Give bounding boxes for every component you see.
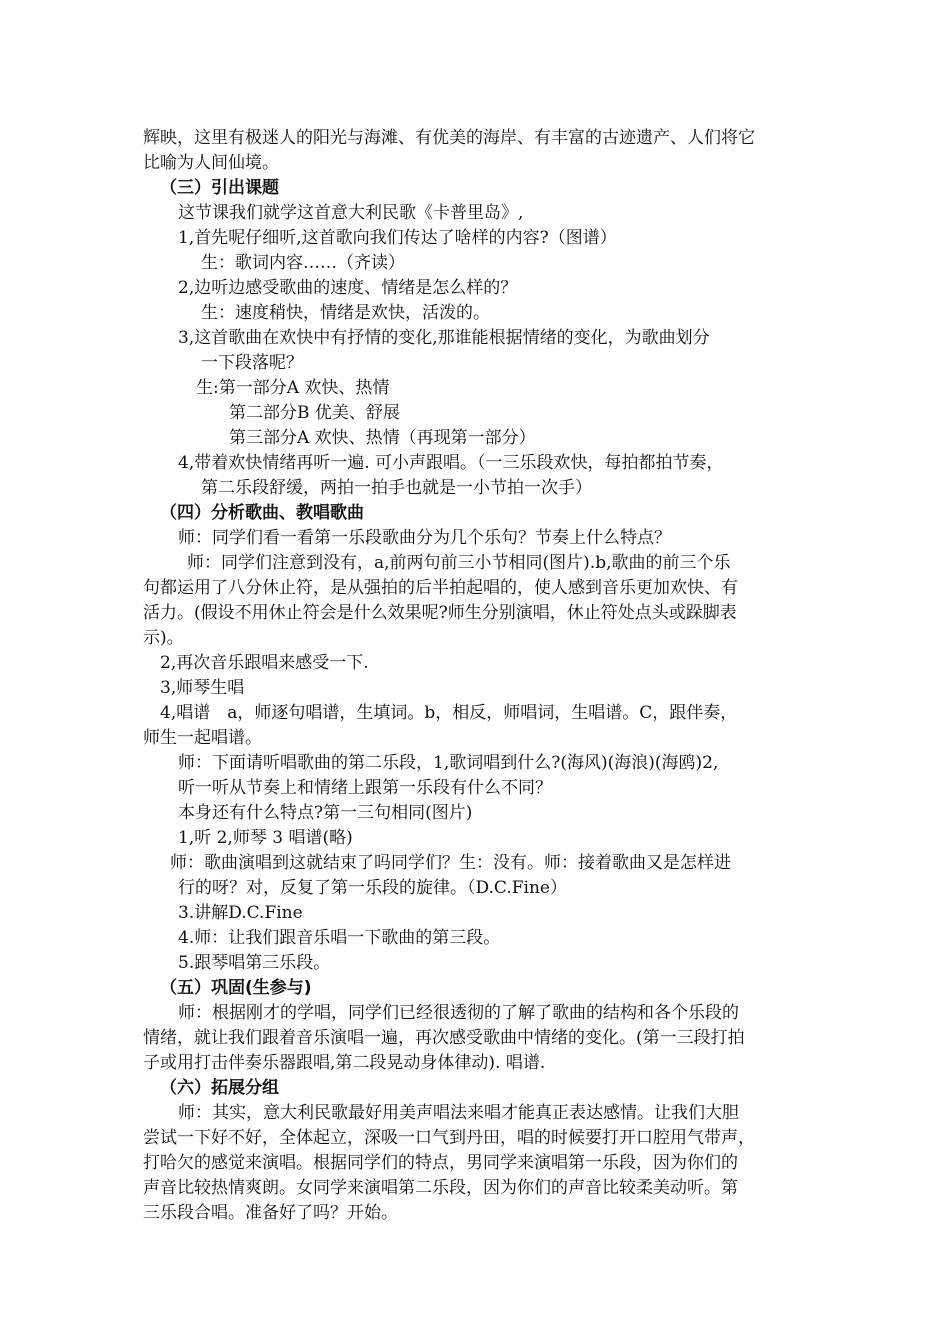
paragraph-line: 师：歌曲演唱到这就结束了吗同学们？生：没有。师：接着歌曲又是怎样进 (170, 853, 731, 873)
paragraph-line: 示)。 (143, 628, 184, 648)
paragraph-line: 3,师琴生唱 (160, 678, 245, 698)
section-heading: （五）巩固(生参与) (160, 978, 312, 998)
section-heading: （六）拓展分组 (160, 1078, 279, 1098)
paragraph-line: 师：根据刚才的学唱，同学们已经很透彻的了解了歌曲的结构和各个乐段的 (178, 1003, 739, 1023)
paragraph-line: 师：同学们注意到没有，a,前两句前三小节相同(图片).b,歌曲的前三个乐 (187, 553, 731, 573)
paragraph-line: 听一听从节奏上和情绪上跟第一乐段有什么不同？ (178, 778, 552, 798)
section-heading: （四）分析歌曲、教唱歌曲 (160, 503, 364, 523)
paragraph-line: 2,边听边感受歌曲的速度、情绪是怎么样的？ (178, 278, 518, 298)
paragraph-line: 一下段落呢？ (201, 353, 303, 373)
paragraph-line: 第二乐段舒缓，两拍一拍手也就是一小节拍一次手） (201, 478, 592, 498)
paragraph-line: 师：下面请听唱歌曲的第二乐段，1,歌词唱到什么?(海风)(海浪)(海鸥)2, (178, 753, 719, 773)
paragraph-line: 3,这首歌曲在欢快中有抒情的变化,那谁能根据情绪的变化，为歌曲划分 (178, 328, 710, 348)
paragraph-line: 声音比较热情爽朗。女同学来演唱第二乐段，因为你们的声音比较柔美动听。第 (143, 1178, 738, 1198)
section-heading: （三）引出课题 (160, 178, 279, 198)
paragraph-line: 1,首先呢仔细听,这首歌向我们传达了啥样的内容?（图谱） (178, 228, 617, 248)
paragraph-line: 打哈欠的感觉来演唱。根据同学们的特点，男同学来演唱第一乐段，因为你们的 (143, 1153, 738, 1173)
paragraph-line: 三乐段合唱。准备好了吗？开始。 (143, 1203, 398, 1223)
paragraph-line: 比喻为人间仙境。 (143, 153, 279, 173)
paragraph-line: 师：同学们看一看第一乐段歌曲分为几个乐句？节奏上什么特点？ (178, 528, 671, 548)
paragraph-line: 4.师：让我们跟音乐唱一下歌曲的第三段。 (178, 928, 501, 948)
paragraph-line: 4,带着欢快情绪再听一遍. 可小声跟唱。（一三乐段欢快，每拍都拍节奏， (178, 453, 724, 473)
paragraph-line: 第三部分A 欢快、热情（再现第一部分） (229, 428, 536, 448)
paragraph-line: 行的呀？对，反复了第一乐段的旋律。（D.C.Fine） (178, 878, 567, 898)
paragraph-line: 3.讲解D.C.Fine (178, 903, 303, 923)
paragraph-line: 句都运用了八分休止符，是从强拍的后半拍起唱的，使人感到音乐更加欢快、有 (143, 578, 738, 598)
paragraph-line: 活力。(假设不用休止符会是什么效果呢?师生分别演唱，休止符处点头或跺脚表 (143, 603, 737, 623)
paragraph-line: 2,再次音乐跟唱来感受一下. (160, 653, 369, 673)
paragraph-line: 生：速度稍快，情绪是欢快，活泼的。 (201, 303, 490, 323)
paragraph-line: 师：其实，意大利民歌最好用美声唱法来唱才能真正表达感情。让我们大胆 (178, 1103, 739, 1123)
paragraph-line: 5.跟琴唱第三乐段。 (178, 953, 331, 973)
paragraph-line: 情绪，就让我们跟着音乐演唱一遍，再次感受歌曲中情绪的变化。(第一三段打拍 (143, 1028, 745, 1048)
paragraph-line: 生：歌词内容……（齐读） (201, 253, 405, 273)
paragraph-line: 本身还有什么特点?第一三句相同(图片) (178, 803, 473, 823)
paragraph-line: 第二部分B 优美、舒展 (229, 403, 400, 423)
paragraph-line: 这节课我们就学这首意大利民歌《卡普里岛》, (178, 203, 524, 223)
paragraph-line: 1,听 2,师琴 3 唱谱(略) (178, 828, 353, 848)
paragraph-line: 生:第一部分A 欢快、热情 (196, 378, 390, 398)
paragraph-line: 师生一起唱谱。 (143, 728, 262, 748)
paragraph-line: 辉映，这里有极迷人的阳光与海滩、有优美的海岸、有丰富的古迹遗产、人们将它 (143, 128, 755, 148)
paragraph-line: 尝试一下好不好，全体起立，深吸一口气到丹田，唱的时候要打开口腔用气带声， (143, 1128, 755, 1148)
paragraph-line: 4,唱谱 a，师逐句唱谱，生填词。b，相反，师唱词，生唱谱。C，跟伴奏， (160, 703, 738, 723)
paragraph-line: 子或用打击伴奏乐器跟唱,第二段晃动身体律动). 唱谱. (143, 1053, 546, 1073)
